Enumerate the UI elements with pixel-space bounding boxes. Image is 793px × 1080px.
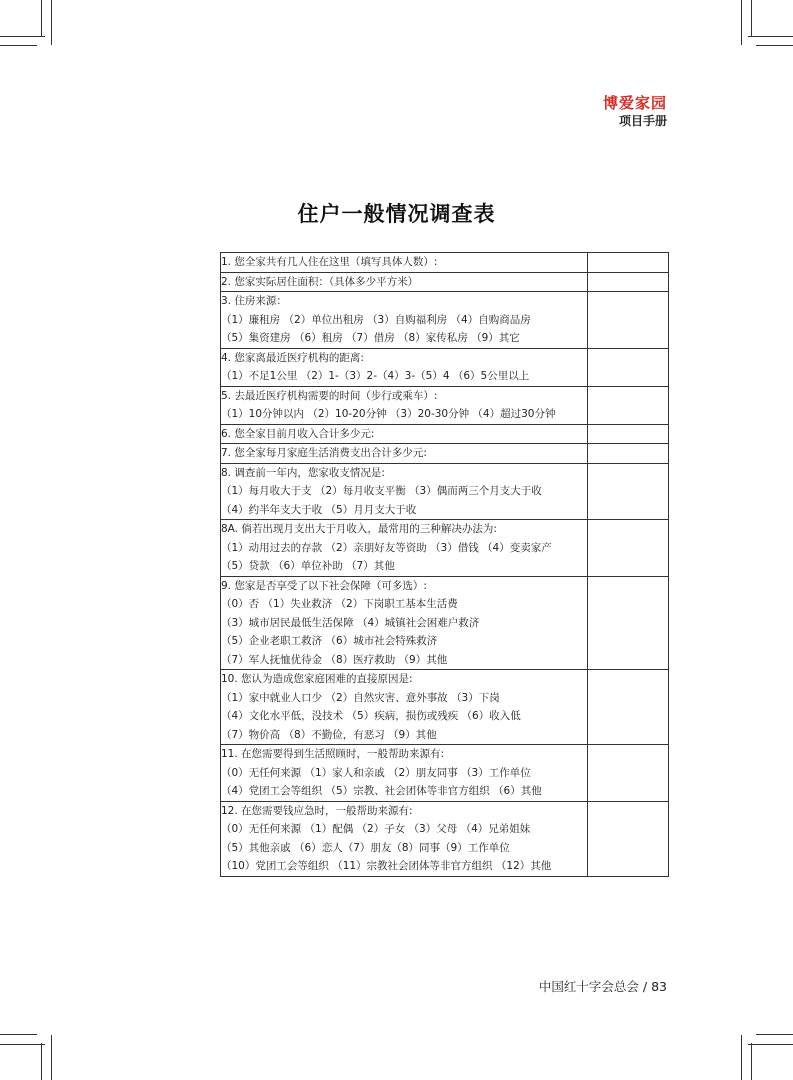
page-footer: 中国红十字会总会 / 83 — [538, 979, 667, 994]
crop-mark — [751, 0, 752, 37]
crop-mark — [0, 1034, 37, 1035]
question-cell — [221, 292, 588, 349]
question-row — [221, 272, 669, 292]
question-options: （1）家中就业人口少 （2）自然灾害、意外事故 （3）下岗 — [221, 691, 500, 704]
crop-mark — [0, 36, 45, 37]
crop-mark — [0, 45, 37, 46]
question-options: （0）无任何来源 （1）配偶 （2）子女 （3）父母 （4）兄弟姐妹 — [221, 823, 531, 835]
brand-subtitle: 项目手册 — [618, 114, 667, 128]
answer-cell[interactable] — [588, 292, 669, 349]
question-options: （5）集资建房 （6）租房 （7）借房 （8）家传私房 （9）其它 — [221, 332, 520, 344]
question-options: （1）每月收大于支 （2）每月收支平衡 （3）偶而两三个月支大于收 — [221, 485, 542, 497]
question-options: （7）物价高 （8）不勤俭，有恶习 （9）其他 — [221, 728, 437, 741]
question-options: （3）城市居民最低生活保障 （4）城镇社会困难户救济 — [221, 616, 480, 629]
crop-mark — [741, 0, 742, 45]
answer-cell[interactable] — [588, 576, 669, 670]
question-options: （5）其他亲戚 （6）恋人（7）朋友（8）同事（9）工作单位 — [221, 841, 510, 854]
question-cell — [221, 386, 588, 424]
question-options: （10）党团工会等组织 （11）宗教社会团体等非官方组织 （12）其他 — [221, 860, 552, 872]
brand-header — [603, 94, 667, 129]
crop-mark — [51, 1035, 52, 1080]
page-title: 住户一般情况调查表 — [297, 202, 496, 226]
question-row — [221, 745, 669, 802]
question-text: 5. 去最近医疗机构需要的时间（步行或乘车）: — [221, 389, 438, 402]
question-row — [221, 348, 669, 386]
question-cell — [221, 463, 588, 520]
crop-mark — [41, 0, 42, 37]
answer-cell[interactable] — [588, 463, 669, 520]
answer-cell[interactable] — [588, 348, 669, 386]
question-text: 3. 住房来源： — [221, 295, 287, 307]
question-cell — [221, 348, 588, 386]
brand-title: 博爱家园 — [602, 94, 667, 112]
question-cell — [221, 576, 588, 670]
crop-mark — [41, 1043, 42, 1080]
question-options: （1）廉租房 （2）单位出租房 （3）自购福利房 （4）自购商品房 — [221, 313, 531, 326]
question-row — [221, 386, 669, 424]
answer-cell[interactable] — [588, 520, 669, 577]
question-cell — [221, 424, 588, 444]
question-row — [221, 253, 669, 273]
question-options: （1）不足1公里 （2）1-（3）2-（4）3-（5）4 （6）5公里以上 — [221, 370, 530, 382]
question-cell — [221, 520, 588, 577]
answer-cell[interactable] — [588, 444, 669, 464]
answer-cell[interactable] — [588, 253, 669, 273]
question-options: （4）文化水平低，没技术 （5）疾病，损伤或残疾 （6）收入低 — [221, 710, 521, 722]
question-cell — [221, 745, 588, 802]
crop-mark — [741, 1035, 742, 1080]
question-row — [221, 576, 669, 670]
crop-mark — [756, 45, 793, 46]
question-text: 12. 在您需要钱应急时，一般帮助来源有: — [221, 804, 413, 817]
question-text: 11. 在您需要得到生活照顾时，一般帮助来源有: — [221, 748, 445, 760]
crop-mark — [748, 1044, 793, 1045]
answer-cell[interactable] — [588, 386, 669, 424]
question-row — [221, 520, 669, 577]
answer-cell[interactable] — [588, 424, 669, 444]
question-cell — [221, 272, 588, 292]
question-options: （4）党团工会等组织 （5）宗教、社会团体等非官方组织 （6）其他 — [221, 785, 542, 797]
answer-cell[interactable] — [588, 670, 669, 745]
survey-table — [220, 252, 669, 877]
crop-mark — [748, 36, 793, 37]
question-row — [221, 463, 669, 520]
answer-cell[interactable] — [588, 272, 669, 292]
question-text: 2. 您家实际居住面积：（具体多少平方米） — [221, 275, 419, 288]
question-row — [221, 670, 669, 745]
question-row — [221, 444, 669, 464]
question-text: 8A. 倘若出现月支出大于月收入，最常用的三种解决办法为: — [221, 523, 497, 535]
question-text: 1. 您全家共有几人住在这里（填写具体人数）: — [221, 256, 438, 268]
question-options: （5）贷款 （6）单位补助 （7）其他 — [221, 560, 395, 572]
question-row — [221, 292, 669, 349]
question-options: （1）动用过去的存款 （2）亲朋好友等资助 （3）借钱 （4）变卖家产 — [221, 541, 552, 554]
question-options: （0）否 （1）失业救济 （2）下岗职工基本生活费 — [221, 598, 458, 610]
question-options: （4）约半年支大于收 （5）月月支大于收 — [221, 503, 417, 516]
crop-mark — [756, 1034, 793, 1035]
question-cell — [221, 801, 588, 876]
question-text: 6. 您全家目前月收入合计多少元: — [221, 427, 375, 440]
survey-table-body — [221, 253, 669, 877]
question-text: 7. 您全家每月家庭生活消费支出合计多少元: — [221, 447, 427, 459]
question-text: 8. 调查前一年内，您家收支情况是: — [221, 466, 385, 479]
question-options: （0）无任何来源 （1）家人和亲戚 （2）朋友同事 （3）工作单位 — [221, 766, 531, 779]
question-row — [221, 424, 669, 444]
question-options: （7）军人抚恤优待金 （8）医疗救助 （9）其他 — [221, 653, 448, 666]
answer-cell[interactable] — [588, 745, 669, 802]
question-text: 10. 您认为造成您家庭困难的直接原因是: — [221, 673, 413, 685]
crop-mark — [0, 1044, 45, 1045]
crop-mark — [51, 0, 52, 45]
question-cell — [221, 444, 588, 464]
question-text: 9. 您家是否享受了以下社会保障（可多选）: — [221, 579, 427, 592]
answer-cell[interactable] — [588, 801, 669, 876]
question-options: （5）企业老职工救济 （6）城市社会特殊救济 — [221, 635, 438, 647]
question-options: （1）10分钟以内 （2）10-20分钟 （3）20-30分钟 （4）超过30分钟 — [221, 408, 556, 420]
crop-mark — [751, 1043, 752, 1080]
question-cell — [221, 670, 588, 745]
question-cell — [221, 253, 588, 273]
question-text: 4. 您家离最近医疗机构的距离: — [221, 351, 364, 364]
question-row — [221, 801, 669, 876]
